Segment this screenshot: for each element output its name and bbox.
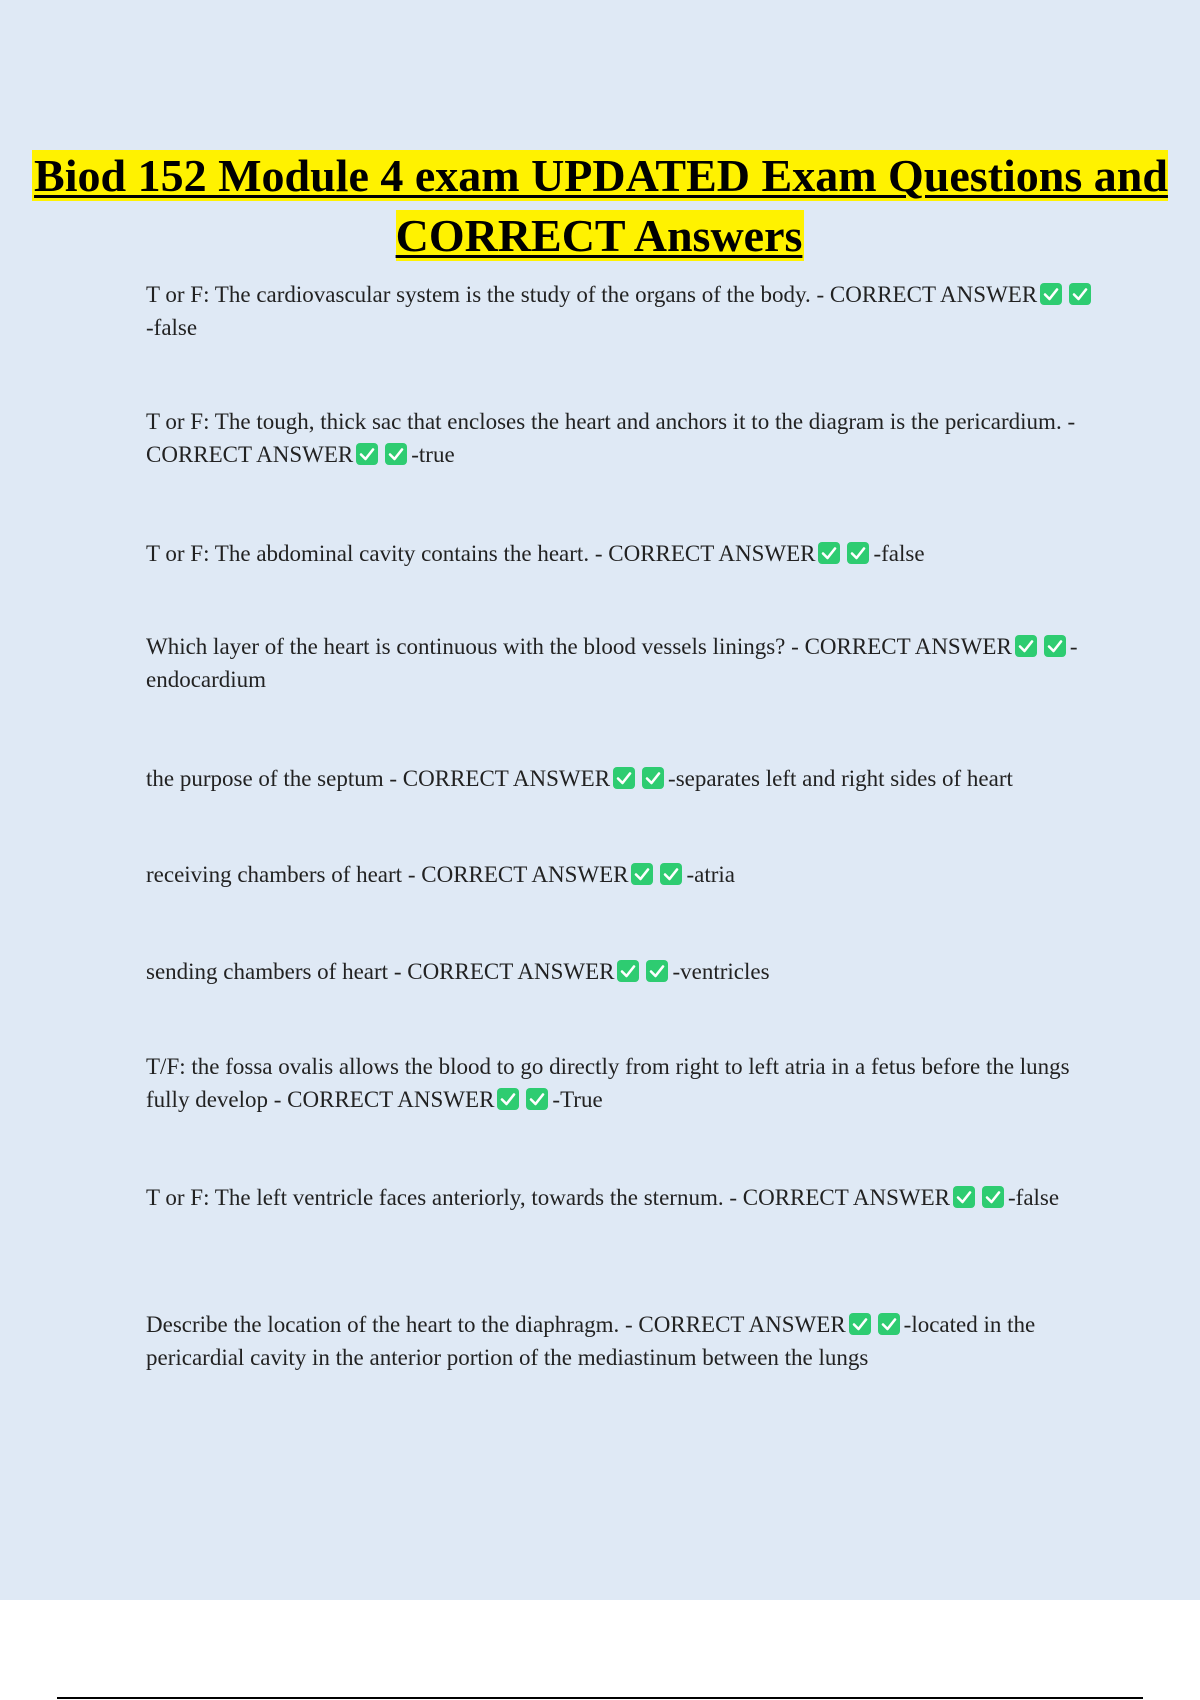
checkmark-icon bbox=[1069, 283, 1091, 305]
question-text: T/F: the fossa ovalis allows the blood to go directly from right to left atria in a fetus before the lungs fully develop bbox=[146, 1054, 1070, 1112]
question-text: sending chambers of heart bbox=[146, 959, 389, 984]
answer-text: -True bbox=[552, 1087, 603, 1112]
checkmark-icon bbox=[953, 1186, 975, 1208]
checkmark-icon bbox=[385, 443, 407, 465]
checkmark-icon bbox=[660, 863, 682, 885]
answer-marker: - CORRECT ANSWER bbox=[389, 766, 611, 791]
qa-item-1 bbox=[146, 278, 1096, 344]
answer-text: -atria bbox=[686, 862, 735, 887]
qa-item-9 bbox=[146, 1181, 1096, 1214]
checkmark-icon bbox=[613, 767, 635, 789]
answer-text: -false bbox=[873, 541, 925, 566]
checkmark-icon bbox=[878, 1313, 900, 1335]
document-title bbox=[0, 146, 1200, 266]
qa-item-8 bbox=[146, 1050, 1096, 1116]
answer-text: -located in the pericardial cavity in the anterior portion of the mediastinum between the lungs bbox=[146, 1312, 1036, 1370]
checkmark-icon bbox=[356, 443, 378, 465]
checkmark-icon bbox=[1015, 635, 1037, 657]
answer-marker: - CORRECT ANSWER bbox=[625, 1312, 846, 1337]
qa-item-6 bbox=[146, 858, 1096, 891]
qa-item-2 bbox=[146, 405, 1096, 471]
answer-text: -false bbox=[146, 315, 198, 340]
question-text: T or F: The cardiovascular system is the study of the organs of the body. bbox=[146, 282, 811, 307]
answer-text: -separates left and right sides of heart bbox=[668, 766, 1013, 791]
answer-text: -endocardium bbox=[146, 634, 1078, 692]
answer-text: -ventricles bbox=[672, 959, 770, 984]
question-text: Which layer of the heart is continuous with the blood vessels linings? bbox=[146, 634, 786, 659]
answer-text: -false bbox=[1008, 1185, 1060, 1210]
answer-marker: - CORRECT ANSWER bbox=[816, 282, 1038, 307]
question-text: T or F: The left ventricle faces anteriorly, towards the sternum. bbox=[146, 1185, 724, 1210]
qa-item-4 bbox=[146, 630, 1096, 696]
checkmark-icon bbox=[617, 960, 639, 982]
answer-text: -true bbox=[411, 442, 455, 467]
document-title-text: Biod 152 Module 4 exam UPDATED Exam Questions and CORRECT Answers bbox=[34, 150, 1168, 261]
question-text: T or F: The abdominal cavity contains the heart. bbox=[146, 541, 590, 566]
checkmark-icon bbox=[497, 1088, 519, 1110]
qa-item-10 bbox=[146, 1308, 1096, 1374]
footer-rule bbox=[57, 1697, 1143, 1699]
answer-marker: - CORRECT ANSWER bbox=[594, 541, 816, 566]
checkmark-icon bbox=[1040, 283, 1062, 305]
checkmark-icon bbox=[847, 542, 869, 564]
qa-item-5 bbox=[146, 762, 1096, 795]
question-text: Describe the location of the heart to the diaphragm. bbox=[146, 1312, 620, 1337]
answer-marker: - CORRECT ANSWER bbox=[146, 409, 1076, 467]
question-text: the purpose of the septum bbox=[146, 766, 384, 791]
checkmark-icon bbox=[642, 767, 664, 789]
answer-marker: - CORRECT ANSWER bbox=[729, 1185, 950, 1210]
answer-marker: - CORRECT ANSWER bbox=[393, 959, 615, 984]
checkmark-icon bbox=[646, 960, 668, 982]
checkmark-icon bbox=[818, 542, 840, 564]
qa-item-3 bbox=[146, 537, 1096, 570]
answer-marker: - CORRECT ANSWER bbox=[407, 862, 629, 887]
answer-marker: - CORRECT ANSWER bbox=[273, 1087, 495, 1112]
qa-item-7 bbox=[146, 955, 1096, 988]
answer-marker: - CORRECT ANSWER bbox=[791, 634, 1012, 659]
question-text: receiving chambers of heart bbox=[146, 862, 403, 887]
checkmark-icon bbox=[1044, 635, 1066, 657]
checkmark-icon bbox=[849, 1313, 871, 1335]
checkmark-icon bbox=[631, 863, 653, 885]
question-text: T or F: The tough, thick sac that encloses the heart and anchors it to the diagram is the pericardium. bbox=[146, 409, 1062, 434]
checkmark-icon bbox=[526, 1088, 548, 1110]
checkmark-icon bbox=[982, 1186, 1004, 1208]
